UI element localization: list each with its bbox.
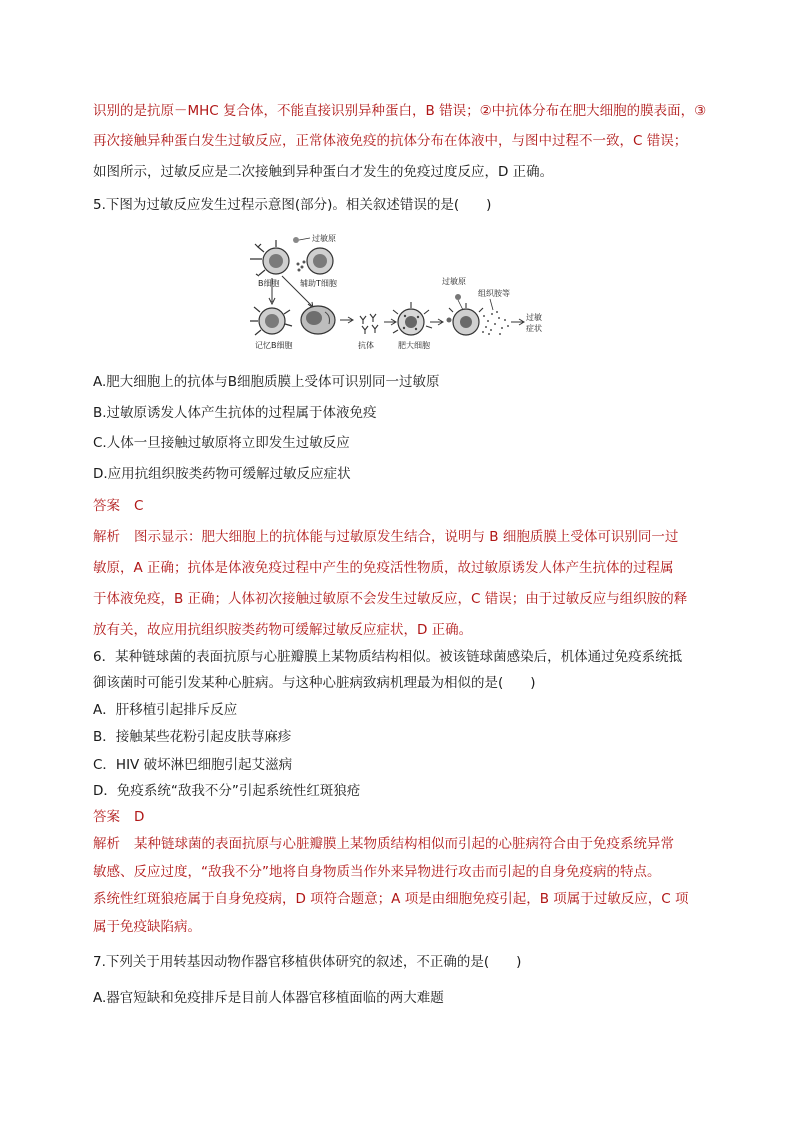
answer-label: 答案 [93, 809, 120, 825]
label-symptom-1: 过敏 [526, 313, 542, 322]
label-mast-cell: 肥大细胞 [398, 341, 430, 350]
option-a: A.器官短缺和免疫排斥是目前人体器官移植面临的两大难题 [93, 990, 444, 1006]
option-d: D．免疫系统“敌我不分”引起系统性红斑狼疮 [93, 783, 361, 799]
label-allergen-right: 过敏原 [442, 277, 466, 286]
analysis-line: 于体液免疫，B 正确；人体初次接触过敏原不会发生过敏反应，C 错误；由于过敏反应与组织胺的释 [93, 591, 688, 607]
analysis-line: 再次接触异种蛋白发生过敏反应，正常体液免疫的抗体分布在体液中，与图中过程不一致，C 错误； [93, 133, 688, 149]
analysis-text: 某种链球菌的表面抗原与心脏瓣膜上某物质结构相似而引起的心脏病符合由于免疫系统异常 [134, 836, 674, 852]
option-c: C.人体一旦接触过敏原将立即发生过敏反应 [93, 435, 350, 451]
histamine-particles-icon [482, 311, 509, 335]
question-stem: 7.下列关于用转基因动物作器官移植供体研究的叙述，不正确的是( ) [93, 954, 522, 970]
analysis-text: ②中抗体分布在肥大细胞的膜表面，③ [479, 103, 707, 119]
analysis-text: 识别的是抗原－MHC 复合体，不能直接识别异种蛋白，B 错误； [93, 103, 480, 119]
label-memory-b: 记忆B细胞 [255, 341, 293, 350]
option-b: B．接触某些花粉引起皮肤荨麻疹 [93, 729, 292, 745]
question-stem: 御该菌时可能引发某种心脏病。与这种心脏病致病机理最为相似的是( ) [93, 675, 536, 691]
answer-label: 答案 [93, 498, 120, 514]
analysis-line [93, 101, 706, 121]
question-stem: 5.下图为过敏反应发生过程示意图(部分)。相关叙述错误的是( ) [93, 197, 492, 213]
answer-line [93, 496, 143, 516]
label-b-cell: B细胞 [258, 279, 280, 288]
analysis-text: 图示显示：肥大细胞上的抗体能与过敏原发生结合，说明与 B 细胞质膜上受体可识别同一过 [134, 529, 679, 545]
analysis-label: 解析 [93, 836, 120, 852]
antibody-icon [360, 314, 378, 334]
question-stem: 6．某种链球菌的表面抗原与心脏瓣膜上某物质结构相似。被该链球菌感染后，机体通过免疫系统抵 [93, 649, 683, 665]
memory-b-cell-icon [250, 307, 292, 335]
allergen-dots-icon [293, 237, 306, 272]
label-antibody: 抗体 [358, 341, 374, 350]
option-c: C．HIV 破坏淋巴细胞引起艾滋病 [93, 757, 293, 773]
label-helper-t: 辅助T细胞 [300, 279, 337, 288]
analysis-line [93, 527, 678, 547]
plasma-cell-icon [301, 306, 335, 334]
helper-t-cell-icon [307, 248, 333, 274]
answer-value: C [134, 498, 144, 514]
analysis-line [93, 834, 674, 854]
degranulating-mast-cell-icon [449, 303, 483, 335]
analysis-line: 系统性红斑狼疮属于自身免疫病，D 项符合题意；A 项是由细胞免疫引起，B 项属于过敏反应，C 项 [93, 891, 689, 907]
label-allergen-top: 过敏原 [312, 234, 336, 243]
analysis-line: 敏感、反应过度，“敌我不分”地将自身物质当作外来异物进行攻击而引起的自身免疫病的特点。 [93, 864, 661, 880]
analysis-label: 解析 [93, 529, 120, 545]
allergen-particle-icon [447, 318, 452, 323]
b-cell-icon [250, 240, 289, 276]
analysis-line: 放有关，故应用抗组织胺类药物可缓解过敏反应症状，D 正确。 [93, 622, 473, 638]
allergy-process-diagram [250, 224, 550, 359]
label-symptom-2: 症状 [526, 324, 542, 333]
answer-line [93, 807, 144, 827]
mast-cell-icon [393, 302, 432, 335]
label-histamine: 组织胺等 [478, 289, 510, 298]
analysis-line: 如图所示，过敏反应是二次接触到异种蛋白才发生的免疫过度反应，D 正确。 [93, 164, 554, 180]
option-a: A．肝移植引起排斥反应 [93, 702, 238, 718]
option-b: B.过敏原诱发人体产生抗体的过程属于体液免疫 [93, 405, 377, 421]
analysis-line: 属于免疫缺陷病。 [93, 919, 201, 935]
option-a: A.肥大细胞上的抗体与B细胞质膜上受体可识别同一过敏原 [93, 374, 440, 390]
analysis-line: 敏原，A 正确；抗体是体液免疫过程中产生的免疫活性物质，故过敏原诱发人体产生抗体的过程属 [93, 560, 674, 576]
answer-value: D [134, 809, 145, 825]
option-d: D.应用抗组织胺类药物可缓解过敏反应症状 [93, 466, 351, 482]
